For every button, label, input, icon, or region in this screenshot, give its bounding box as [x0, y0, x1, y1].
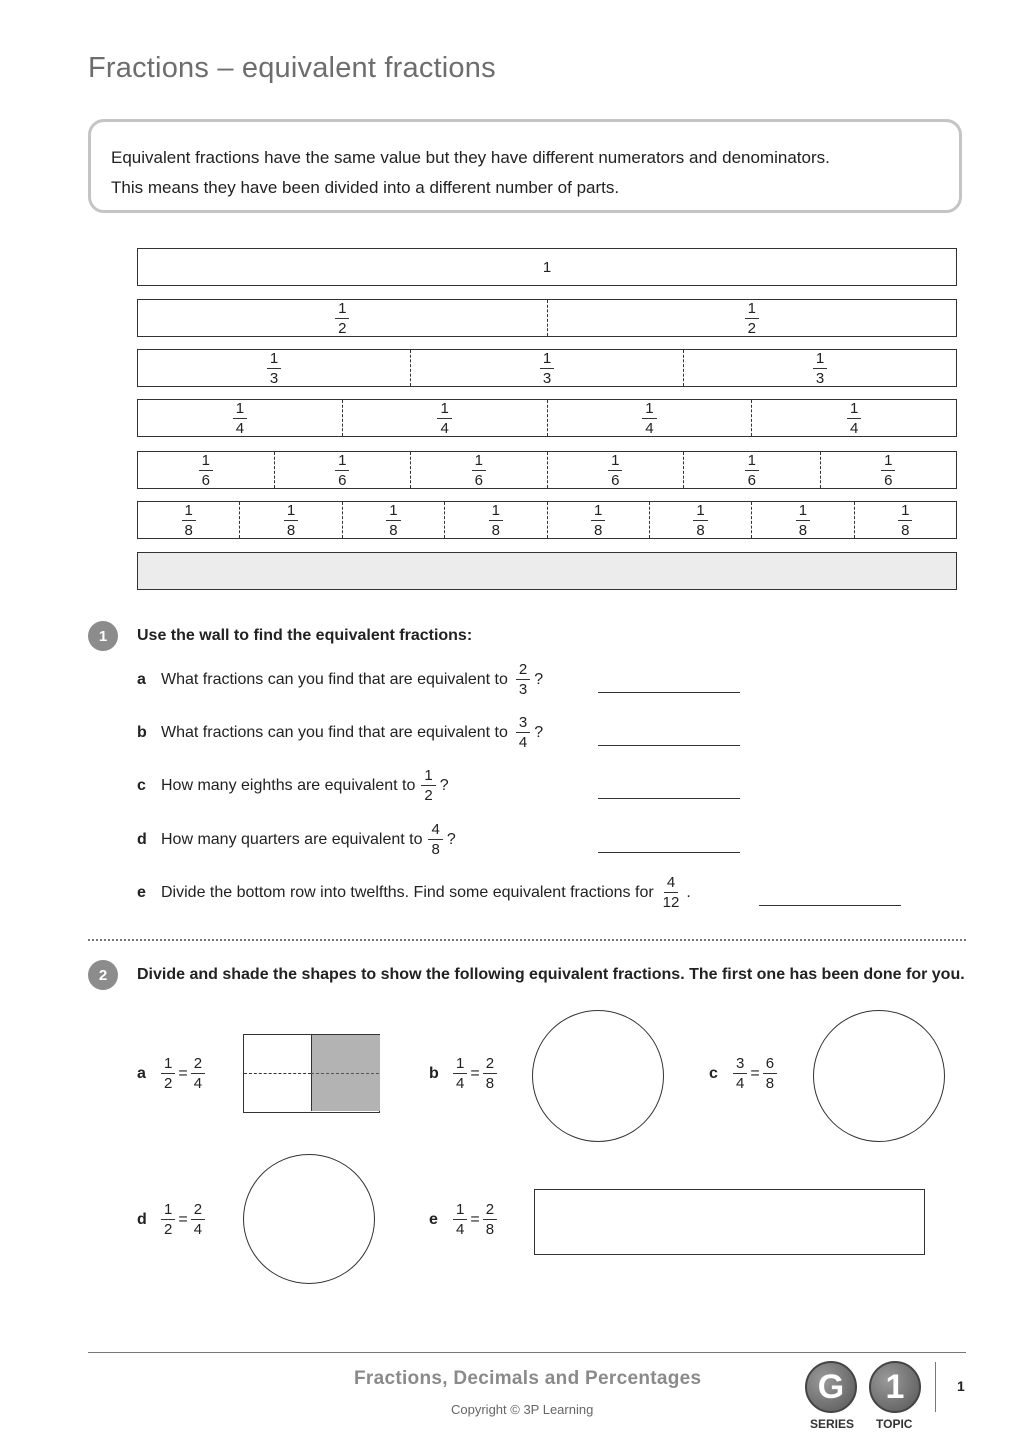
- wall-cell: [138, 400, 342, 436]
- fraction: $\frac{1}{3}$: [813, 351, 827, 386]
- wall-cell: [751, 502, 853, 538]
- wall-cell: [547, 452, 684, 488]
- question-text: What fractions can you find that are equivalent to: [161, 670, 508, 688]
- footer-divider: [88, 1352, 966, 1353]
- fraction: $\frac{1}{4}$: [847, 401, 861, 436]
- fraction: $\frac{1}{8}$: [284, 503, 298, 538]
- wall-cell: [751, 400, 956, 436]
- fraction: $\frac{1}{2}$: [161, 1056, 175, 1091]
- question-1c: c How many eighths are equivalent to $\frac{1}{2}$ ?: [137, 767, 449, 804]
- fraction: $\frac{1}{6}$: [608, 453, 622, 488]
- item-letter: e: [137, 883, 146, 901]
- fraction: $\frac{1}{8}$: [386, 503, 400, 538]
- page-number: 1: [957, 1378, 965, 1394]
- topic-label: TOPIC: [876, 1417, 913, 1431]
- fraction: $\frac{1}{4}$: [453, 1202, 467, 1237]
- fraction: $\frac{4}{8}$: [428, 822, 442, 857]
- question-1d: d How many quarters are equivalent to $\frac{4}{8}$ ?: [137, 821, 456, 858]
- fraction: $\frac{1}{8}$: [489, 503, 503, 538]
- wall-cell: [444, 502, 546, 538]
- wall-row-blank[interactable]: [137, 552, 957, 590]
- question-number-2: 2: [88, 960, 118, 990]
- wall-cell: [342, 400, 547, 436]
- series-badge-icon: G: [805, 1361, 857, 1413]
- item-letter: c: [137, 776, 146, 794]
- wall-cell: [547, 400, 752, 436]
- question-text: How many quarters are equivalent to: [161, 830, 423, 848]
- wall-cell: [138, 249, 956, 285]
- fraction: $\frac{1}{3}$: [540, 351, 554, 386]
- answer-line-1a[interactable]: [598, 692, 740, 693]
- question-1a: a What fractions can you find that are equivalent to $\frac{2}{3}$ ?: [137, 661, 544, 698]
- answer-line-1c[interactable]: [598, 798, 740, 799]
- fraction: $\frac{2}{8}$: [483, 1202, 497, 1237]
- fraction: $\frac{2}{8}$: [483, 1056, 497, 1091]
- footer-separator: [935, 1362, 936, 1412]
- wall-cell: [683, 452, 820, 488]
- fraction: $\frac{1}{6}$: [472, 453, 486, 488]
- wall-row-4ths: [137, 399, 957, 437]
- wall-whole-label: 1: [542, 258, 552, 276]
- wall-cell: [274, 452, 411, 488]
- fraction: $\frac{1}{8}$: [693, 503, 707, 538]
- fraction: $\frac{2}{3}$: [516, 662, 530, 697]
- fraction: $\frac{1}{6}$: [881, 453, 895, 488]
- fraction: $\frac{3}{4}$: [733, 1056, 747, 1091]
- info-box: [88, 119, 962, 213]
- wall-cell: [410, 350, 683, 386]
- item-letter: c: [709, 1064, 718, 1082]
- footer-title: Fractions, Decimals and Percentages: [354, 1368, 702, 1389]
- fraction: $\frac{3}{4}$: [516, 715, 530, 750]
- wall-row-8ths: [137, 501, 957, 539]
- fraction: $\frac{1}{4}$: [437, 401, 451, 436]
- wall-cell: [138, 502, 239, 538]
- question-text: Divide the bottom row into twelfths. Find some equivalent fractions for: [161, 883, 654, 901]
- wall-cell: [547, 502, 649, 538]
- info-line-2: This means they have been divided into a different number of parts.: [111, 178, 620, 197]
- question-number-1: 1: [88, 621, 118, 651]
- fraction: $\frac{6}{8}$: [763, 1056, 777, 1091]
- wall-cell: [649, 502, 751, 538]
- dashed-divider: [311, 1073, 379, 1074]
- equation-2d: d $\frac{1}{2}$ = $\frac{2}{4}$: [137, 1202, 205, 1237]
- answer-line-1d[interactable]: [598, 852, 740, 853]
- wall-row-whole: [137, 248, 957, 286]
- fraction: $\frac{1}{6}$: [335, 453, 349, 488]
- fraction: $\frac{1}{8}$: [796, 503, 810, 538]
- item-letter: a: [137, 1064, 146, 1082]
- wall-cell: [683, 350, 956, 386]
- fraction: $\frac{1}{6}$: [199, 453, 213, 488]
- example-rectangle: [243, 1034, 380, 1113]
- fraction: $\frac{1}{2}$: [335, 301, 349, 336]
- fraction: $\frac{1}{8}$: [898, 503, 912, 538]
- copyright: Copyright © 3P Learning: [451, 1402, 594, 1417]
- wall-row-2ths: [137, 299, 957, 337]
- question-1e: e Divide the bottom row into twelfths. Find some equivalent fractions for $\frac{4}{12}$ .: [137, 874, 691, 911]
- wall-cell: [138, 452, 274, 488]
- fraction: $\frac{1}{2}$: [161, 1202, 175, 1237]
- dashed-divider: [244, 1073, 311, 1074]
- question-text: What fractions can you find that are equivalent to: [161, 723, 508, 741]
- circle-2c[interactable]: [813, 1010, 945, 1142]
- wall-cell: [138, 350, 410, 386]
- fraction: $\frac{1}{8}$: [182, 503, 196, 538]
- circle-2b[interactable]: [532, 1010, 664, 1142]
- section-divider: [88, 939, 966, 941]
- wall-cell: [820, 452, 957, 488]
- answer-line-1e[interactable]: [759, 905, 901, 906]
- fraction: $\frac{1}{2}$: [421, 768, 435, 803]
- item-letter: b: [429, 1064, 439, 1082]
- equation-2a: a $\frac{1}{2}$ = $\frac{2}{4}$: [137, 1056, 205, 1091]
- fraction: $\frac{1}{2}$: [745, 301, 759, 336]
- equation-2e: e $\frac{1}{4}$ = $\frac{2}{8}$: [429, 1202, 497, 1237]
- fraction: $\frac{2}{4}$: [191, 1202, 205, 1237]
- info-line-1: Equivalent fractions have the same value but they have different numerators and denominators.: [111, 148, 830, 167]
- item-letter: d: [137, 1210, 147, 1228]
- question-1b: b What fractions can you find that are equivalent to $\frac{3}{4}$ ?: [137, 714, 544, 751]
- question-2-heading: Divide and shade the shapes to show the following equivalent fractions. The first one has been done for you.: [137, 966, 965, 983]
- fraction: $\frac{4}{12}$: [662, 874, 680, 911]
- fraction: $\frac{1}{4}$: [642, 401, 656, 436]
- fraction: $\frac{1}{6}$: [745, 453, 759, 488]
- fraction: $\frac{2}{4}$: [191, 1056, 205, 1091]
- topic-badge-icon: 1: [869, 1361, 921, 1413]
- wall-cell: [410, 452, 547, 488]
- equation-2c: c $\frac{3}{4}$ = $\frac{6}{8}$: [709, 1056, 777, 1091]
- wall-cell: [547, 300, 957, 336]
- series-label: SERIES: [810, 1417, 855, 1431]
- answer-line-1b[interactable]: [598, 745, 740, 746]
- fraction: $\frac{1}{4}$: [233, 401, 247, 436]
- wall-cell: [138, 300, 547, 336]
- rectangle-2e[interactable]: [534, 1189, 925, 1255]
- question-1-heading: Use the wall to find the equivalent fractions:: [137, 627, 473, 644]
- circle-2d[interactable]: [243, 1154, 375, 1284]
- question-text: How many eighths are equivalent to: [161, 776, 416, 794]
- item-letter: b: [137, 723, 147, 741]
- item-letter: d: [137, 830, 147, 848]
- item-letter: e: [429, 1210, 438, 1228]
- fraction: $\frac{1}{3}$: [267, 351, 281, 386]
- page-title: Fractions – equivalent fractions: [88, 52, 496, 84]
- wall-cell: [239, 502, 341, 538]
- wall-cell: [342, 502, 444, 538]
- fraction: $\frac{1}{4}$: [453, 1056, 467, 1091]
- item-letter: a: [137, 670, 146, 688]
- wall-cell: [854, 502, 956, 538]
- wall-row-6ths: [137, 451, 957, 489]
- equation-2b: b $\frac{1}{4}$ = $\frac{2}{8}$: [429, 1056, 497, 1091]
- wall-row-3ths: [137, 349, 957, 387]
- fraction: $\frac{1}{8}$: [591, 503, 605, 538]
